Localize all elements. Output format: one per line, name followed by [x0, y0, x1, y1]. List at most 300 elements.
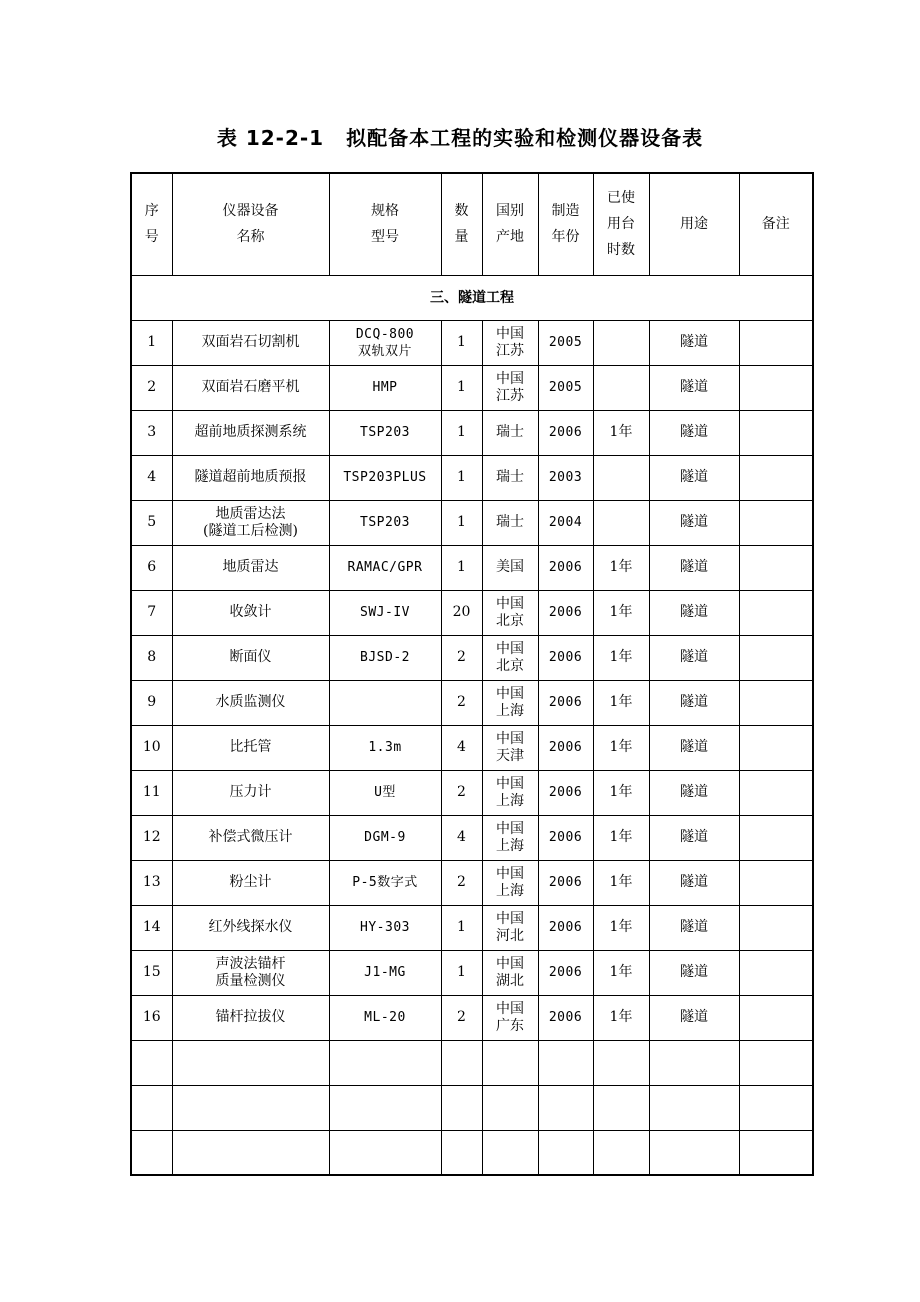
cell-serial-no — [131, 320, 172, 365]
table-row — [131, 500, 813, 545]
cell-remarks — [739, 770, 813, 815]
cell-used-hours-text: 1年 — [609, 1009, 633, 1025]
table-header-row — [131, 173, 813, 275]
cell-purpose-text: 隧道 — [680, 424, 708, 440]
header-equipment-name-line: 名称 — [236, 229, 265, 246]
header-used-hours-line: 时数 — [607, 242, 635, 259]
cell-serial-no-text: 11 — [142, 784, 161, 800]
cell-quantity — [441, 365, 482, 410]
empty-cell — [172, 1040, 329, 1085]
cell-quantity-text: 1 — [457, 469, 466, 485]
cell-serial-no — [131, 455, 172, 500]
cell-used-hours-text: 1年 — [609, 829, 633, 845]
cell-origin-text: 湖北 — [496, 972, 524, 989]
cell-quantity-text: 4 — [457, 829, 466, 845]
cell-origin-text: 中国 — [496, 730, 524, 747]
cell-serial-no — [131, 635, 172, 680]
cell-spec-model-text: U型 — [374, 785, 396, 800]
cell-used-hours-text: 1年 — [609, 919, 633, 935]
cell-quantity — [441, 950, 482, 995]
cell-purpose — [649, 680, 739, 725]
cell-equipment-name-text: 水质监测仪 — [215, 694, 286, 710]
cell-quantity-text: 2 — [457, 874, 466, 890]
cell-purpose-text: 隧道 — [680, 649, 708, 665]
cell-equipment-name-text: 地质雷达法 — [215, 505, 286, 522]
cell-origin-text: 江苏 — [496, 342, 524, 359]
empty-cell — [172, 1085, 329, 1130]
cell-purpose-text: 隧道 — [680, 559, 708, 575]
cell-quantity-text: 1 — [457, 919, 466, 935]
cell-equipment-name-text: 红外线探水仪 — [208, 919, 293, 935]
cell-purpose — [649, 500, 739, 545]
cell-spec-model-text: BJSD-2 — [360, 650, 410, 665]
cell-purpose — [649, 725, 739, 770]
cell-equipment-name — [172, 950, 329, 995]
cell-origin-text: 中国 — [496, 325, 524, 342]
cell-origin-text: 中国 — [496, 955, 524, 972]
cell-purpose-text: 隧道 — [680, 964, 708, 980]
empty-cell — [329, 1085, 441, 1130]
empty-cell — [131, 1085, 172, 1130]
cell-origin-text: 瑞士 — [496, 469, 524, 485]
cell-origin-text: 天津 — [496, 747, 524, 764]
cell-manufacture-year — [538, 680, 593, 725]
cell-serial-no — [131, 995, 172, 1040]
cell-used-hours-text: 1年 — [609, 784, 633, 800]
cell-purpose — [649, 590, 739, 635]
cell-quantity — [441, 635, 482, 680]
cell-spec-model — [329, 950, 441, 995]
cell-spec-model-text: TSP203PLUS — [343, 470, 427, 485]
cell-origin — [482, 860, 538, 905]
cell-equipment-name-text: 压力计 — [229, 784, 272, 800]
cell-spec-model — [329, 680, 441, 725]
cell-purpose-text: 隧道 — [680, 829, 708, 845]
empty-cell — [482, 1040, 538, 1085]
cell-equipment-name — [172, 545, 329, 590]
empty-cell — [329, 1040, 441, 1085]
cell-spec-model-text: SWJ-IV — [360, 605, 410, 620]
cell-quantity — [441, 590, 482, 635]
cell-origin — [482, 365, 538, 410]
cell-used-hours-text: 1年 — [609, 424, 633, 440]
cell-quantity-text: 2 — [457, 784, 466, 800]
cell-serial-no — [131, 680, 172, 725]
cell-serial-no — [131, 500, 172, 545]
cell-origin — [482, 455, 538, 500]
cell-spec-model — [329, 725, 441, 770]
cell-purpose-text: 隧道 — [680, 874, 708, 890]
cell-purpose — [649, 455, 739, 500]
cell-remarks — [739, 905, 813, 950]
cell-spec-model — [329, 860, 441, 905]
cell-remarks — [739, 680, 813, 725]
header-purpose-line: 用途 — [680, 216, 708, 233]
header-used-hours-line: 用台 — [607, 216, 635, 233]
empty-row — [131, 1085, 813, 1130]
header-origin — [482, 173, 538, 275]
cell-equipment-name — [172, 995, 329, 1040]
cell-used-hours — [593, 635, 649, 680]
table-row — [131, 815, 813, 860]
cell-manufacture-year — [538, 815, 593, 860]
cell-manufacture-year — [538, 995, 593, 1040]
cell-purpose — [649, 410, 739, 455]
cell-equipment-name — [172, 410, 329, 455]
cell-manufacture-year-text: 2006 — [548, 740, 583, 755]
cell-serial-no-text: 3 — [147, 424, 157, 440]
cell-used-hours — [593, 725, 649, 770]
cell-quantity — [441, 410, 482, 455]
cell-used-hours — [593, 680, 649, 725]
cell-quantity — [441, 995, 482, 1040]
empty-cell — [739, 1085, 813, 1130]
cell-serial-no — [131, 860, 172, 905]
cell-spec-model — [329, 365, 441, 410]
cell-purpose — [649, 545, 739, 590]
cell-manufacture-year — [538, 725, 593, 770]
cell-spec-model-text: DGM-9 — [364, 830, 406, 845]
header-serial-no-line: 序 — [144, 203, 159, 220]
cell-purpose — [649, 995, 739, 1040]
cell-used-hours-text: 1年 — [609, 649, 633, 665]
header-remarks — [739, 173, 813, 275]
empty-cell — [131, 1130, 172, 1175]
cell-equipment-name-text: (隧道工后检测) — [203, 522, 298, 539]
cell-equipment-name-text: 收敛计 — [229, 604, 272, 620]
cell-equipment-name-text: 双面岩石切割机 — [201, 334, 300, 350]
cell-used-hours — [593, 905, 649, 950]
cell-serial-no — [131, 545, 172, 590]
empty-cell — [739, 1040, 813, 1085]
cell-origin-text: 中国 — [496, 595, 524, 612]
cell-origin-text: 中国 — [496, 640, 524, 657]
cell-purpose-text: 隧道 — [680, 604, 708, 620]
cell-spec-model-text: 双轨双片 — [357, 343, 412, 359]
cell-quantity — [441, 455, 482, 500]
cell-spec-model — [329, 410, 441, 455]
cell-quantity-text: 1 — [457, 424, 466, 440]
cell-quantity-text: 1 — [457, 514, 466, 530]
cell-origin-text: 中国 — [496, 820, 524, 837]
empty-cell — [538, 1130, 593, 1175]
header-origin-line: 国别 — [496, 203, 524, 220]
cell-used-hours — [593, 950, 649, 995]
cell-quantity — [441, 860, 482, 905]
cell-origin-text: 瑞士 — [496, 424, 524, 440]
header-used-hours — [593, 173, 649, 275]
cell-remarks — [739, 410, 813, 455]
cell-quantity — [441, 725, 482, 770]
cell-spec-model — [329, 590, 441, 635]
cell-purpose-text: 隧道 — [680, 514, 708, 530]
cell-serial-no-text: 1 — [147, 334, 157, 350]
cell-remarks — [739, 500, 813, 545]
cell-manufacture-year-text: 2006 — [548, 605, 583, 620]
cell-used-hours — [593, 410, 649, 455]
cell-serial-no-text: 7 — [147, 604, 157, 620]
table-row — [131, 320, 813, 365]
cell-quantity-text: 1 — [457, 334, 466, 350]
cell-equipment-name — [172, 500, 329, 545]
cell-manufacture-year-text: 2006 — [548, 695, 583, 710]
cell-spec-model-text: RAMAC/GPR — [347, 560, 423, 575]
empty-cell — [593, 1040, 649, 1085]
cell-origin — [482, 725, 538, 770]
cell-remarks — [739, 815, 813, 860]
cell-origin-text: 中国 — [496, 865, 524, 882]
cell-manufacture-year — [538, 365, 593, 410]
cell-serial-no-text: 10 — [142, 739, 161, 755]
cell-serial-no-text: 8 — [147, 649, 157, 665]
cell-origin-text: 北京 — [496, 657, 524, 674]
cell-purpose-text: 隧道 — [680, 334, 708, 350]
cell-equipment-name — [172, 635, 329, 680]
cell-used-hours-text: 1年 — [609, 739, 633, 755]
cell-serial-no-text: 9 — [147, 694, 157, 710]
cell-origin — [482, 680, 538, 725]
section-title: 三、隧道工程 — [131, 275, 813, 320]
empty-row — [131, 1040, 813, 1085]
cell-manufacture-year-text: 2005 — [548, 335, 583, 350]
cell-spec-model — [329, 815, 441, 860]
cell-origin — [482, 815, 538, 860]
cell-quantity-text: 20 — [452, 604, 471, 620]
header-spec-model-line: 规格 — [371, 203, 399, 220]
cell-serial-no-text: 4 — [147, 469, 157, 485]
cell-serial-no — [131, 725, 172, 770]
cell-manufacture-year — [538, 455, 593, 500]
cell-equipment-name-text: 质量检测仪 — [215, 972, 286, 989]
cell-purpose — [649, 950, 739, 995]
cell-quantity-text: 1 — [457, 964, 466, 980]
cell-purpose-text: 隧道 — [680, 739, 708, 755]
cell-serial-no-text: 15 — [142, 964, 161, 980]
header-manufacture-year-line: 年份 — [551, 229, 580, 246]
cell-equipment-name — [172, 770, 329, 815]
cell-origin-text: 中国 — [496, 775, 524, 792]
header-serial-no — [131, 173, 172, 275]
empty-cell — [131, 1040, 172, 1085]
cell-spec-model-text: TSP203 — [360, 515, 410, 530]
cell-purpose-text: 隧道 — [680, 784, 708, 800]
empty-cell — [593, 1085, 649, 1130]
cell-origin — [482, 320, 538, 365]
table-row — [131, 545, 813, 590]
cell-equipment-name — [172, 860, 329, 905]
cell-quantity-text: 1 — [457, 559, 466, 575]
cell-origin-text: 北京 — [496, 612, 524, 629]
cell-remarks — [739, 455, 813, 500]
cell-manufacture-year — [538, 410, 593, 455]
cell-used-hours — [593, 770, 649, 815]
cell-manufacture-year — [538, 860, 593, 905]
cell-quantity — [441, 545, 482, 590]
cell-equipment-name-text: 隧道超前地质预报 — [194, 469, 307, 485]
cell-serial-no-text: 6 — [147, 559, 157, 575]
cell-manufacture-year — [538, 320, 593, 365]
cell-origin-text: 中国 — [496, 1000, 524, 1017]
cell-manufacture-year-text: 2003 — [548, 470, 583, 485]
table-number: 表 12-2-1 — [216, 126, 325, 150]
cell-serial-no-text: 16 — [142, 1009, 161, 1025]
header-quantity — [441, 173, 482, 275]
cell-serial-no-text: 14 — [142, 919, 161, 935]
header-serial-no-line: 号 — [144, 229, 159, 246]
empty-cell — [482, 1085, 538, 1130]
cell-spec-model-text: J1-MG — [364, 965, 406, 980]
header-remarks-line: 备注 — [761, 216, 790, 233]
cell-origin — [482, 950, 538, 995]
cell-purpose — [649, 905, 739, 950]
header-manufacture-year — [538, 173, 593, 275]
cell-origin-text: 上海 — [496, 882, 524, 899]
header-spec-model-line: 型号 — [371, 229, 399, 246]
cell-origin-text: 上海 — [496, 702, 524, 719]
cell-purpose-text: 隧道 — [680, 379, 708, 395]
empty-cell — [441, 1085, 482, 1130]
cell-purpose — [649, 365, 739, 410]
cell-purpose-text: 隧道 — [680, 919, 708, 935]
cell-origin — [482, 500, 538, 545]
cell-serial-no — [131, 410, 172, 455]
cell-serial-no-text: 5 — [147, 514, 157, 530]
section-row — [131, 275, 813, 320]
cell-manufacture-year-text: 2006 — [548, 1010, 583, 1025]
cell-remarks — [739, 995, 813, 1040]
cell-origin-text: 瑞士 — [496, 514, 524, 530]
cell-manufacture-year-text: 2006 — [548, 920, 583, 935]
empty-cell — [329, 1130, 441, 1175]
cell-origin-text: 中国 — [496, 370, 524, 387]
cell-used-hours — [593, 455, 649, 500]
empty-cell — [538, 1085, 593, 1130]
cell-used-hours-text: 1年 — [609, 604, 633, 620]
cell-spec-model — [329, 905, 441, 950]
table-title-text: 拟配备本工程的实验和检测仪器设备表 — [346, 126, 704, 150]
cell-equipment-name-text: 双面岩石磨平机 — [201, 379, 300, 395]
empty-cell — [649, 1085, 739, 1130]
cell-equipment-name — [172, 590, 329, 635]
cell-serial-no — [131, 815, 172, 860]
cell-origin — [482, 635, 538, 680]
cell-manufacture-year-text: 2006 — [548, 965, 583, 980]
header-equipment-name — [172, 173, 329, 275]
cell-equipment-name — [172, 320, 329, 365]
cell-used-hours — [593, 545, 649, 590]
cell-serial-no — [131, 365, 172, 410]
cell-quantity-text: 2 — [457, 1009, 466, 1025]
cell-remarks — [739, 590, 813, 635]
cell-used-hours — [593, 500, 649, 545]
cell-equipment-name-text: 超前地质探测系统 — [194, 424, 307, 440]
cell-origin — [482, 590, 538, 635]
cell-spec-model — [329, 995, 441, 1040]
cell-spec-model — [329, 500, 441, 545]
table-row — [131, 635, 813, 680]
cell-spec-model-text: TSP203 — [360, 425, 410, 440]
empty-cell — [538, 1040, 593, 1085]
cell-spec-model-text: HMP — [372, 380, 398, 395]
header-quantity-line: 数 — [454, 203, 469, 220]
header-manufacture-year-line: 制造 — [551, 203, 580, 220]
cell-origin-text: 中国 — [496, 685, 524, 702]
cell-spec-model — [329, 770, 441, 815]
cell-manufacture-year — [538, 635, 593, 680]
cell-equipment-name — [172, 725, 329, 770]
table-row — [131, 680, 813, 725]
table-row — [131, 770, 813, 815]
cell-equipment-name — [172, 680, 329, 725]
cell-purpose — [649, 860, 739, 905]
cell-spec-model-text: ML-20 — [364, 1010, 406, 1025]
cell-used-hours-text: 1年 — [609, 874, 633, 890]
cell-equipment-name-text: 比托管 — [229, 739, 272, 755]
cell-manufacture-year — [538, 500, 593, 545]
cell-used-hours — [593, 995, 649, 1040]
empty-cell — [441, 1130, 482, 1175]
cell-manufacture-year — [538, 770, 593, 815]
cell-remarks — [739, 950, 813, 995]
cell-used-hours — [593, 860, 649, 905]
cell-remarks — [739, 365, 813, 410]
table-row — [131, 725, 813, 770]
cell-remarks — [739, 635, 813, 680]
cell-purpose-text: 隧道 — [680, 694, 708, 710]
cell-origin-text: 上海 — [496, 837, 524, 854]
cell-manufacture-year — [538, 905, 593, 950]
cell-used-hours-text: 1年 — [609, 964, 633, 980]
cell-used-hours — [593, 815, 649, 860]
cell-equipment-name — [172, 365, 329, 410]
cell-spec-model — [329, 545, 441, 590]
cell-used-hours — [593, 590, 649, 635]
cell-serial-no-text: 2 — [147, 379, 157, 395]
cell-remarks — [739, 320, 813, 365]
cell-quantity-text: 2 — [457, 649, 466, 665]
cell-quantity — [441, 770, 482, 815]
cell-manufacture-year-text: 2006 — [548, 560, 583, 575]
cell-equipment-name — [172, 815, 329, 860]
cell-purpose — [649, 320, 739, 365]
empty-cell — [172, 1130, 329, 1175]
cell-manufacture-year — [538, 950, 593, 995]
header-equipment-name-line: 仪器设备 — [222, 203, 279, 220]
equipment-table — [130, 172, 814, 1176]
header-quantity-line: 量 — [454, 229, 469, 246]
cell-equipment-name-text: 锚杆拉拔仪 — [215, 1009, 286, 1025]
cell-quantity — [441, 815, 482, 860]
cell-used-hours — [593, 320, 649, 365]
cell-used-hours-text: 1年 — [609, 694, 633, 710]
cell-quantity — [441, 500, 482, 545]
cell-spec-model-text: DCQ-800 — [355, 326, 415, 342]
cell-origin — [482, 770, 538, 815]
cell-origin — [482, 995, 538, 1040]
cell-equipment-name — [172, 455, 329, 500]
cell-origin-text: 上海 — [496, 792, 524, 809]
cell-serial-no-text: 12 — [142, 829, 161, 845]
cell-purpose — [649, 635, 739, 680]
table-row — [131, 410, 813, 455]
empty-cell — [739, 1130, 813, 1175]
cell-origin-text: 广东 — [496, 1017, 524, 1034]
cell-manufacture-year-text: 2006 — [548, 830, 583, 845]
cell-spec-model-text: P-5数字式 — [352, 875, 418, 890]
cell-serial-no-text: 13 — [142, 874, 161, 890]
cell-quantity-text: 4 — [457, 739, 466, 755]
table-row — [131, 590, 813, 635]
